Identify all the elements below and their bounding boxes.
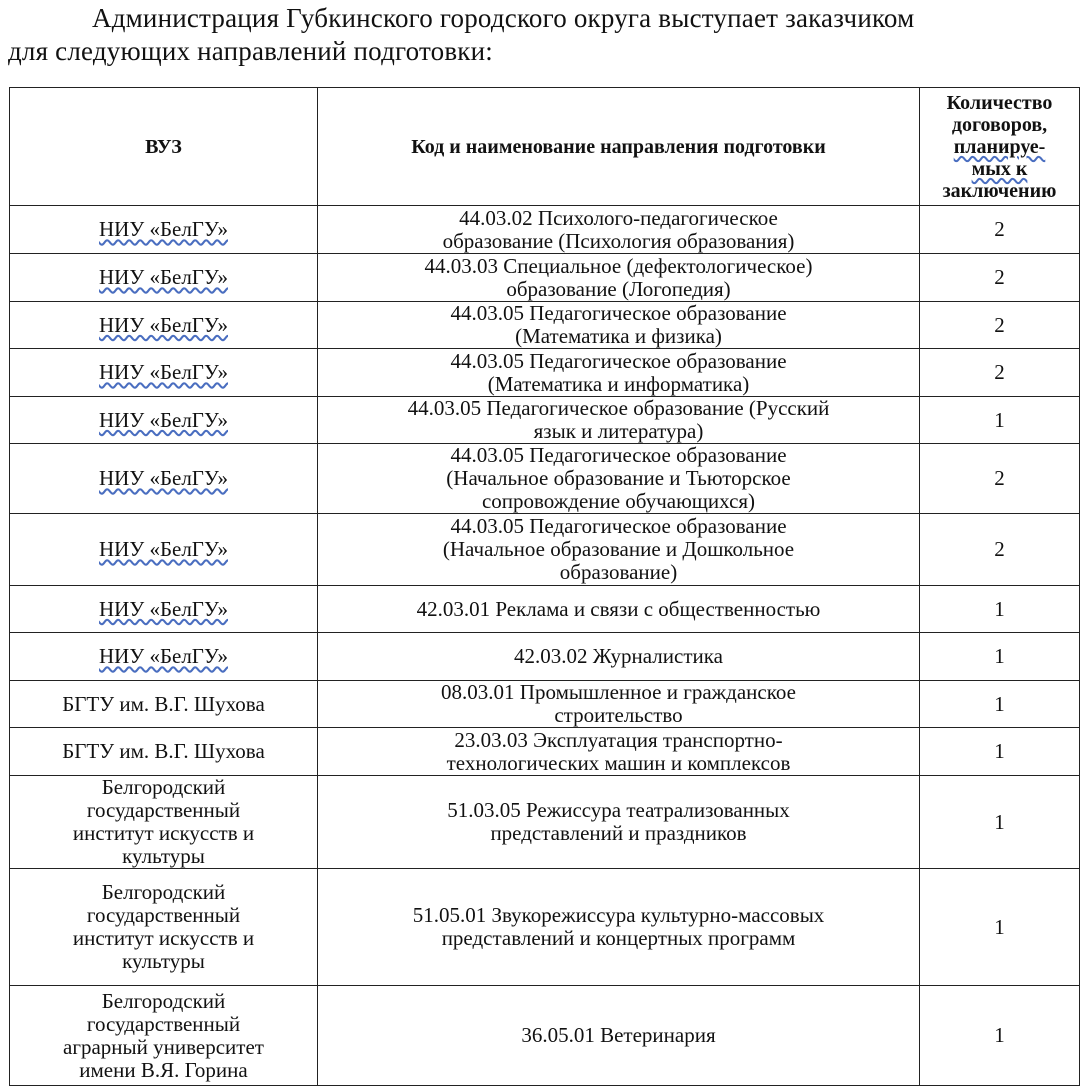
cell-program bbox=[318, 728, 920, 776]
cell-program bbox=[318, 986, 920, 1086]
table-row bbox=[10, 397, 1080, 444]
university-line: государственный bbox=[86, 1011, 241, 1036]
cell-university bbox=[10, 254, 318, 302]
cell-university bbox=[10, 586, 318, 633]
program-line: сопровождение обучающихся) bbox=[481, 489, 756, 513]
table-row bbox=[10, 986, 1080, 1086]
cell-program bbox=[318, 776, 920, 869]
program-line: образование (Логопедия) bbox=[506, 276, 731, 301]
header-count-line: планируе- bbox=[953, 135, 1046, 158]
university-name: НИУ «БелГУ» bbox=[99, 312, 228, 337]
university-name: НИУ «БелГУ» bbox=[99, 407, 228, 432]
program-line: 44.03.05 Педагогическое образование (Русский bbox=[407, 396, 830, 420]
table-row bbox=[10, 206, 1080, 254]
program-line: 44.03.05 Педагогическое образование bbox=[450, 348, 787, 373]
program-line: образование (Психология образования) bbox=[442, 228, 795, 253]
cell-university bbox=[10, 633, 318, 681]
program-line: 51.03.05 Режиссура театрализованных bbox=[447, 798, 790, 822]
university-name: НИУ «БелГУ» bbox=[99, 537, 228, 561]
table-row bbox=[10, 869, 1080, 986]
cell-university bbox=[10, 302, 318, 349]
program-line: (Математика и информатика) bbox=[487, 371, 750, 396]
header-university: ВУЗ bbox=[10, 88, 318, 206]
university-name: НИУ «БелГУ» bbox=[99, 466, 228, 490]
program-line: 23.03.03 Эксплуатация транспортно- bbox=[454, 727, 783, 752]
program-line: представлений и праздников bbox=[490, 821, 747, 845]
intro-paragraph bbox=[8, 2, 1076, 68]
cell-university bbox=[10, 444, 318, 514]
university-name: НИУ «БелГУ» bbox=[99, 596, 228, 621]
cell-count: 2 bbox=[920, 254, 1080, 302]
university-line: Белгородский bbox=[101, 775, 226, 799]
cell-count: 1 bbox=[920, 869, 1080, 986]
cell-program bbox=[318, 444, 920, 514]
table-row bbox=[10, 254, 1080, 302]
cell-count: 2 bbox=[920, 206, 1080, 254]
program-line: представлений и концертных программ bbox=[441, 926, 796, 950]
cell-university bbox=[10, 397, 318, 444]
cell-university: БГТУ им. В.Г. Шухова bbox=[10, 728, 318, 776]
table-row bbox=[10, 444, 1080, 514]
intro-line-1: Администрация Губкинского городского округа выступает заказчиком bbox=[92, 3, 915, 33]
university-name: НИУ «БелГУ» bbox=[99, 644, 228, 668]
program-line: язык и литература) bbox=[533, 419, 704, 443]
university-name: НИУ «БелГУ» bbox=[99, 360, 228, 384]
program-line: строительство bbox=[554, 703, 683, 727]
cell-program bbox=[318, 302, 920, 349]
cell-count: 1 bbox=[920, 397, 1080, 444]
cell-university bbox=[10, 206, 318, 254]
cell-count: 2 bbox=[920, 302, 1080, 349]
header-program: Код и наименование направления подготовки bbox=[318, 88, 920, 206]
program-line: 44.03.02 Психолого-педагогическое bbox=[459, 205, 778, 230]
program-line: 42.03.02 Журналистика bbox=[514, 644, 723, 668]
program-line: (Начальное образование и Тьюторское bbox=[446, 466, 791, 490]
program-line: 51.05.01 Звукорежиссура культурно-массовых bbox=[412, 903, 825, 927]
cell-university bbox=[10, 986, 318, 1086]
table-row bbox=[10, 302, 1080, 349]
intro-line-2: для следующих направлений подготовки: bbox=[8, 36, 493, 66]
table-header-row bbox=[10, 88, 1080, 206]
table-row bbox=[10, 514, 1080, 586]
program-line: образование) bbox=[559, 560, 678, 584]
table-row bbox=[10, 633, 1080, 681]
cell-count: 2 bbox=[920, 444, 1080, 514]
program-line: технологических машин и комплексов bbox=[446, 750, 791, 775]
table-row bbox=[10, 728, 1080, 776]
cell-program bbox=[318, 633, 920, 681]
cell-program bbox=[318, 681, 920, 728]
university-line: государственный bbox=[86, 798, 241, 822]
header-count-line: договоров, bbox=[951, 113, 1048, 136]
university-line: имени В.Я. Горина bbox=[79, 1057, 248, 1082]
cell-program bbox=[318, 254, 920, 302]
cell-count: 1 bbox=[920, 986, 1080, 1086]
university-line: Белгородский bbox=[101, 988, 226, 1013]
cell-university bbox=[10, 776, 318, 869]
header-count bbox=[920, 88, 1080, 206]
cell-program bbox=[318, 586, 920, 633]
program-line: 44.03.05 Педагогическое образование bbox=[450, 514, 787, 538]
table-row bbox=[10, 349, 1080, 397]
header-count-line: мых к bbox=[971, 157, 1028, 180]
university-line: институт искусств и bbox=[72, 821, 255, 845]
cell-count: 1 bbox=[920, 681, 1080, 728]
university-name: НИУ «БелГУ» bbox=[99, 265, 228, 289]
program-line: 44.03.03 Специальное (дефектологическое) bbox=[424, 253, 813, 278]
program-line: 36.05.01 Ветеринария bbox=[521, 1023, 716, 1047]
cell-count: 1 bbox=[920, 633, 1080, 681]
cell-count: 2 bbox=[920, 349, 1080, 397]
program-line: (Математика и физика) bbox=[515, 324, 722, 348]
program-line: 08.03.01 Промышленное и гражданское bbox=[441, 680, 796, 704]
programs-table bbox=[9, 87, 1080, 1086]
university-line: культуры bbox=[122, 949, 205, 973]
university-line: культуры bbox=[122, 844, 205, 868]
university-name: НИУ «БелГУ» bbox=[99, 217, 228, 241]
cell-program bbox=[318, 397, 920, 444]
university-line: аграрный университет bbox=[63, 1034, 264, 1059]
cell-count: 1 bbox=[920, 776, 1080, 869]
cell-count: 2 bbox=[920, 514, 1080, 586]
table-row bbox=[10, 681, 1080, 728]
program-line: 42.03.01 Реклама и связи с общественностью bbox=[416, 596, 821, 621]
cell-count: 1 bbox=[920, 728, 1080, 776]
university-line: государственный bbox=[86, 903, 241, 927]
cell-program bbox=[318, 514, 920, 586]
cell-university: БГТУ им. В.Г. Шухова bbox=[10, 681, 318, 728]
cell-university bbox=[10, 869, 318, 986]
university-line: Белгородский bbox=[101, 880, 226, 904]
program-line: (Начальное образование и Дошкольное bbox=[442, 537, 795, 561]
header-count-line: Количество bbox=[946, 91, 1053, 114]
cell-university bbox=[10, 349, 318, 397]
cell-program bbox=[318, 349, 920, 397]
cell-university bbox=[10, 514, 318, 586]
header-count-line: заключению bbox=[942, 179, 1057, 202]
program-line: 44.03.05 Педагогическое образование bbox=[450, 443, 787, 467]
program-line: 44.03.05 Педагогическое образование bbox=[450, 301, 787, 325]
cell-program bbox=[318, 869, 920, 986]
university-line: институт искусств и bbox=[72, 926, 255, 950]
table-row bbox=[10, 586, 1080, 633]
cell-program bbox=[318, 206, 920, 254]
cell-count: 1 bbox=[920, 586, 1080, 633]
table-row bbox=[10, 776, 1080, 869]
